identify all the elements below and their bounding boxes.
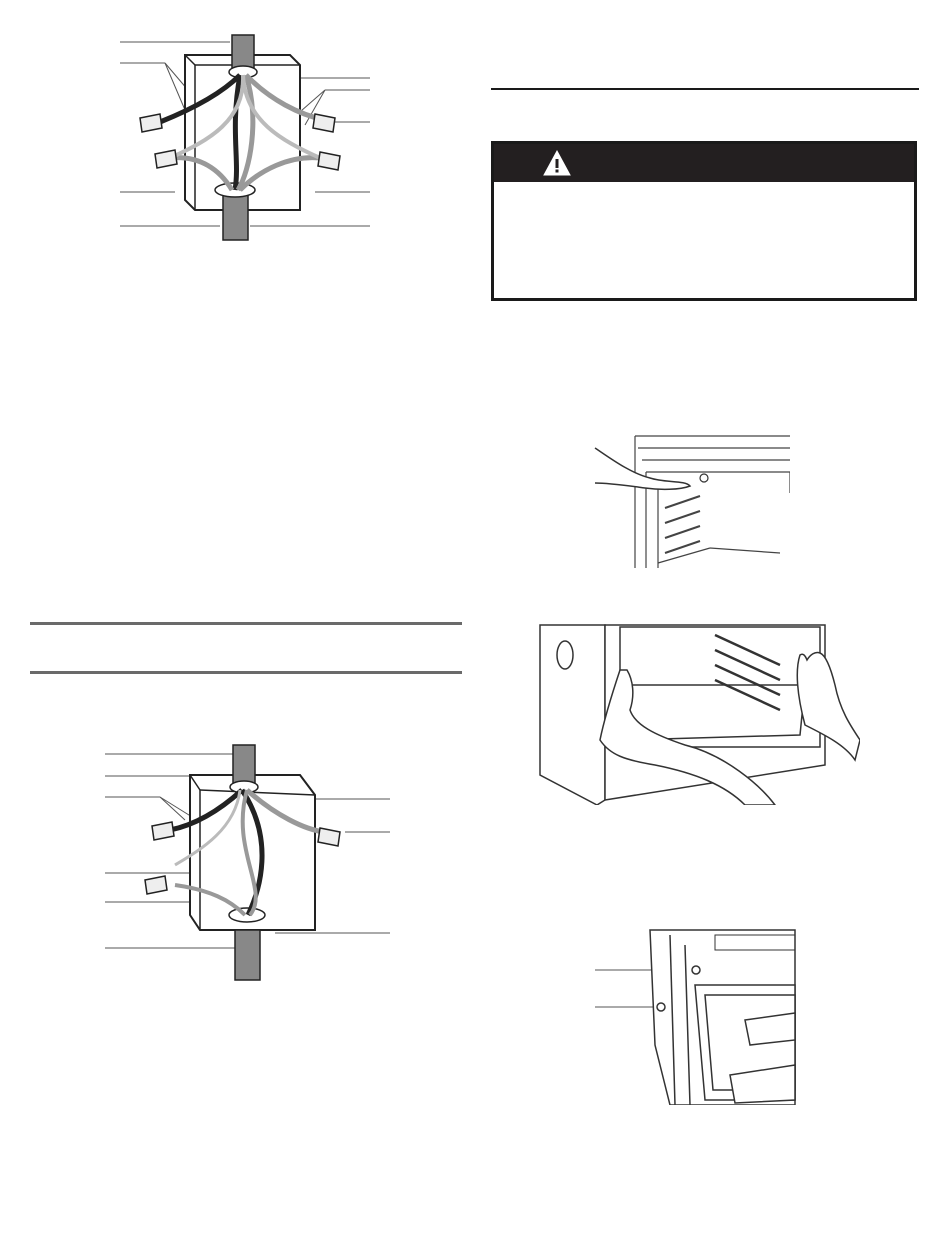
- oven-side-screw-figure: [595, 925, 800, 1105]
- section-rule-left-upper: [30, 622, 462, 625]
- warning-triangle-icon: [542, 149, 572, 177]
- oven-cabinet-lift-figure: [535, 615, 860, 805]
- warning-box: [491, 141, 917, 301]
- oven-rack-support-figure: [590, 428, 790, 573]
- junction-box-wiring-figure-2: [100, 740, 395, 985]
- section-rule-top-right: [491, 88, 919, 90]
- warning-header: [494, 144, 914, 182]
- junction-box-wiring-figure-1: [110, 30, 380, 245]
- section-rule-left-lower: [30, 671, 462, 674]
